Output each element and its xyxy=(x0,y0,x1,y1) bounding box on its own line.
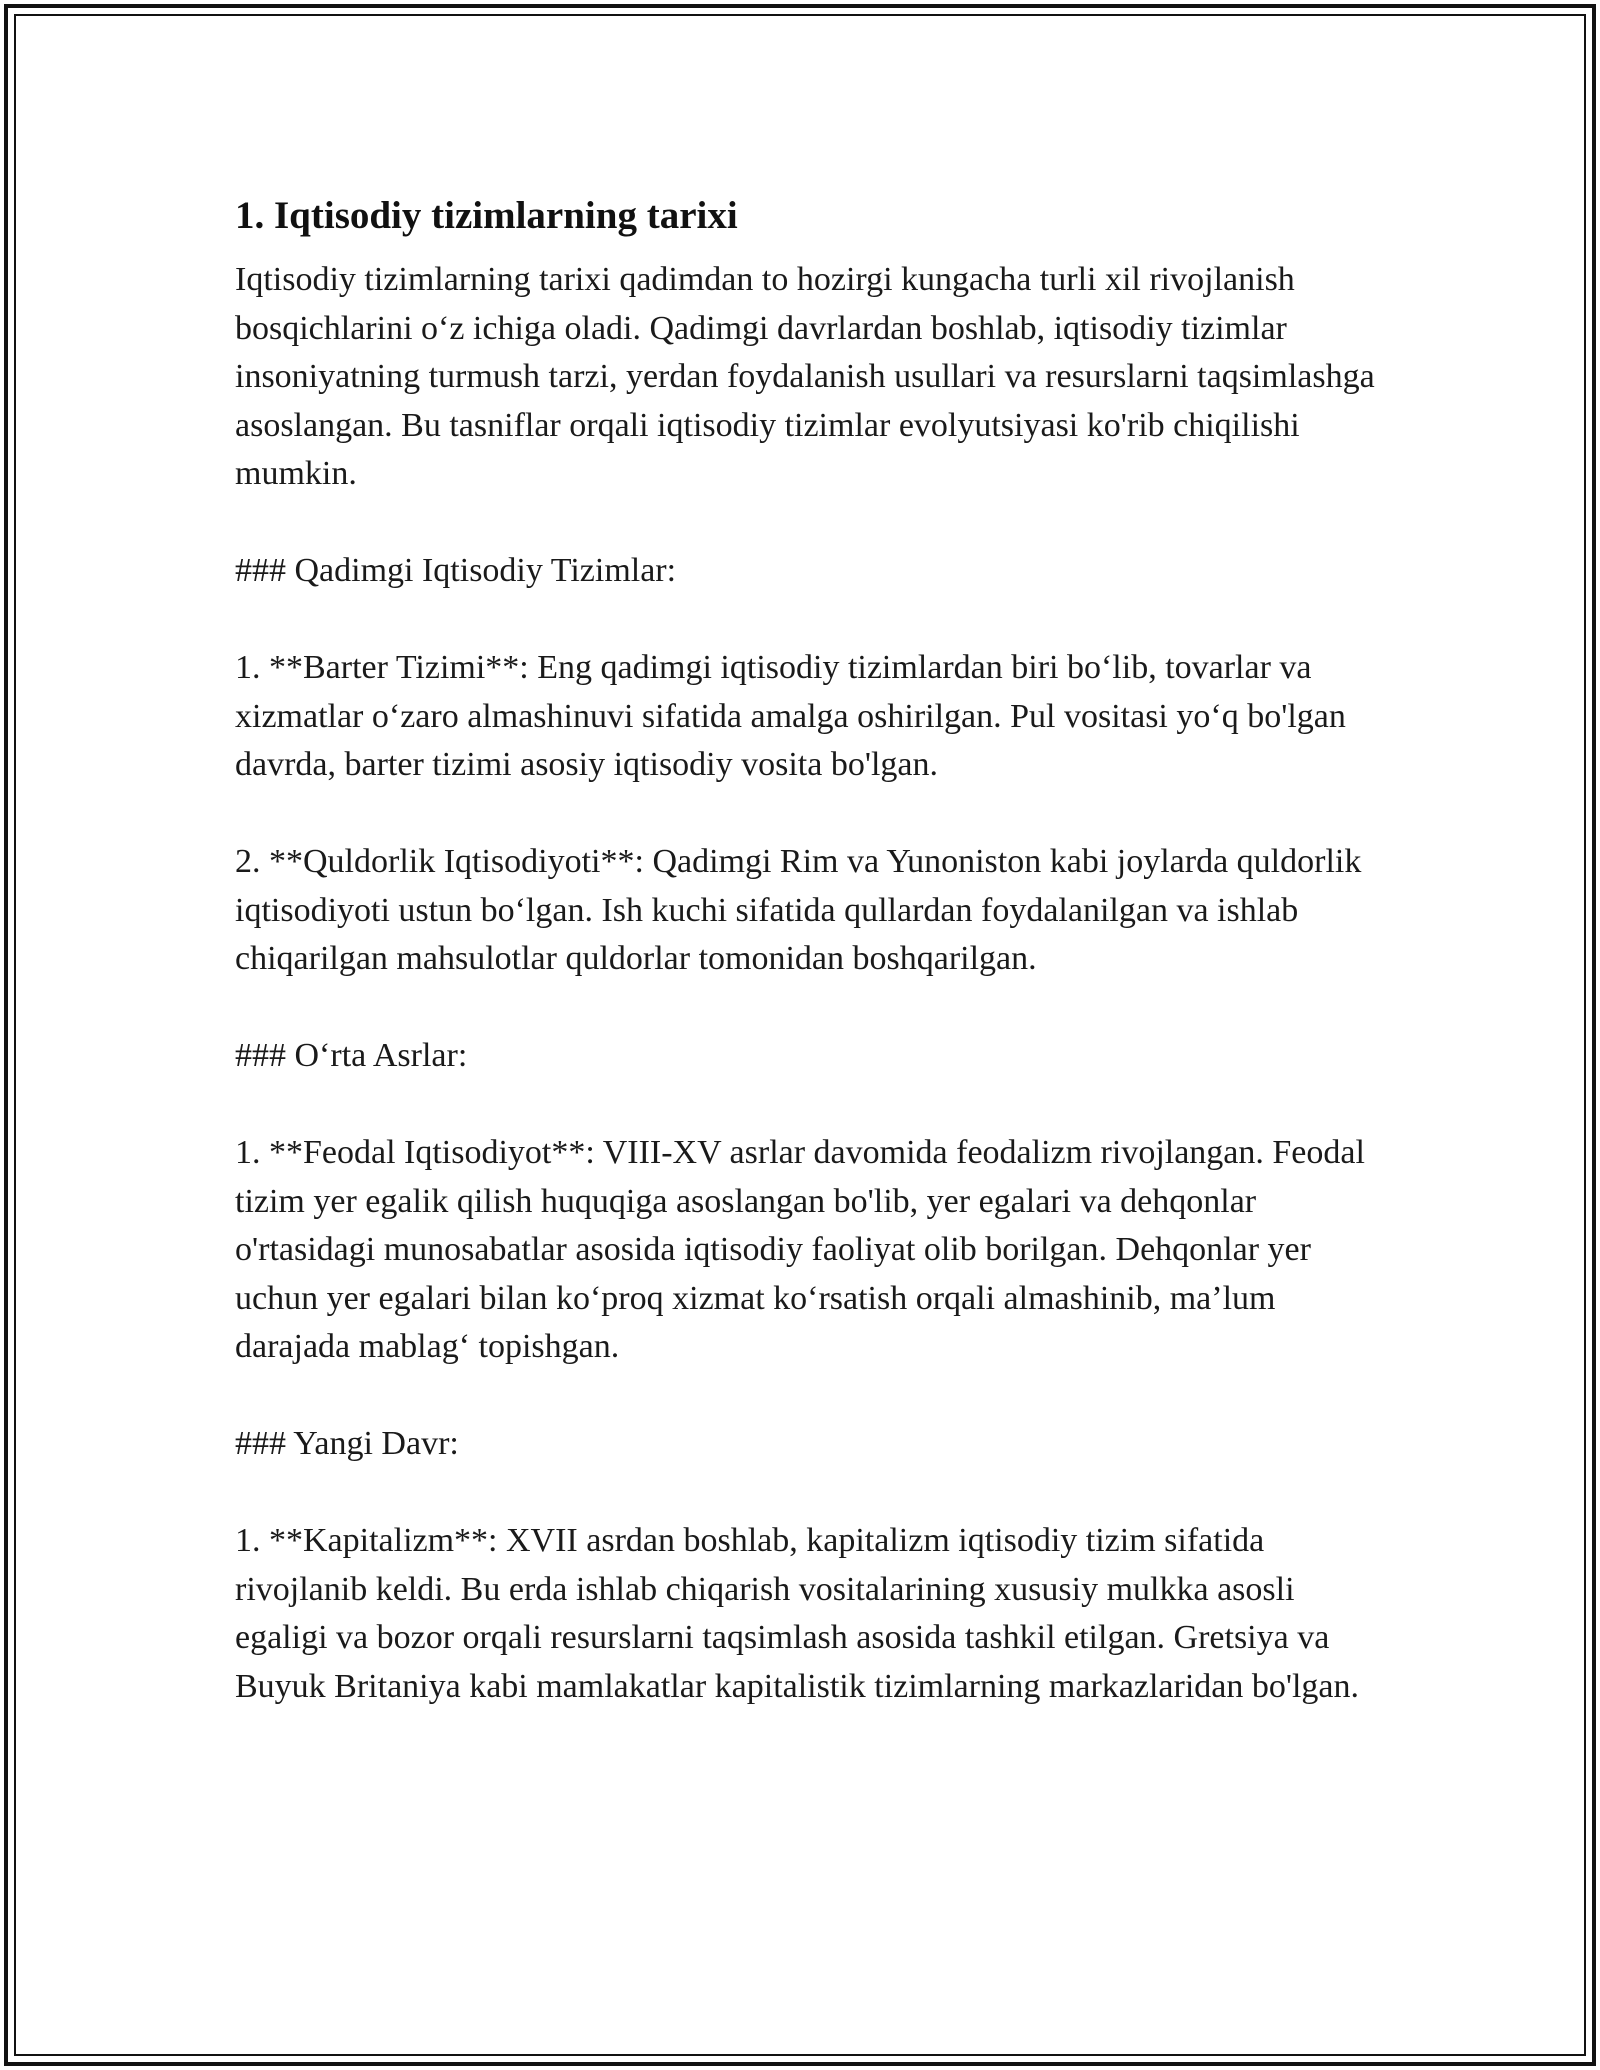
section-heading-new-era: ### Yangi Davr: xyxy=(235,1425,459,1462)
section-heading-ancient: ### Qadimgi Iqtisodiy Tizimlar: xyxy=(235,552,677,589)
list-item-feudal: 1. **Feodal Iqtisodiyot**: VIII-XV asrlar davomida feodalizm rivojlangan. Feodal tizim yer egalik qilish huquqiga asoslangan bo'lib, yer egalari va dehqonlar o'rtasidagi munosabatlar asosida iqtisodiy faoliyat olib borilgan. Dehqonlar yer uchun yer egalari bilan ko‘proq xizmat ko‘rsatish orqali almashinib, ma’lum darajada mablag‘ topishgan. xyxy=(235,1134,1365,1365)
list-item-barter: 1. **Barter Tizimi**: Eng qadimgi iqtisodiy tizimlardan biri bo‘lib, tovarlar va xizmatlar o‘zaro almashinuvi sifatida amalga oshirilgan. Pul vositasi yo‘q bo'lgan davrda, barter tizimi asosiy iqtisodiy vosita bo'lgan. xyxy=(235,649,1346,783)
list-item-capitalism: 1. **Kapitalizm**: XVII asrdan boshlab, kapitalizm iqtisodiy tizim sifatida rivojlanib keldi. Bu erda ishlab chiqarish vositalarining xususiy mulkka asosli egaligi va bozor orqali resurslarni taqsimlash asosida tashkil etilgan. Gretsiya va Buyuk Britaniya kabi mamlakatlar kapitalistik tizimlarning markazlaridan bo'lgan. xyxy=(235,1522,1360,1705)
section-heading-middle-ages: ### O‘rta Asrlar: xyxy=(235,1037,468,1074)
document-page xyxy=(235,186,1385,1760)
intro-paragraph: Iqtisodiy tizimlarning tarixi qadimdan to hozirgi kungacha turli xil rivojlanish bosqichlarini o‘z ichiga oladi. Qadimgi davrlardan boshlab, iqtisodiy tizimlar insoniyatning turmush tarzi, yerdan foydalanish usullari va resurslarni taqsimlashga asoslangan. Bu tasniflar orqali iqtisodiy tizimlar evolyutsiyasi ko'rib chiqilishi mumkin. xyxy=(235,261,1375,492)
list-item-slavery: 2. **Quldorlik Iqtisodiyoti**: Qadimgi Rim va Yunoniston kabi joylarda quldorlik iqtisodiyoti ustun bo‘lgan. Ish kuchi sifatida qullardan foydalanilgan va ishlab chiqarilgan mahsulotlar quldorlar tomonidan boshqarilgan. xyxy=(235,843,1362,977)
document-title: 1. Iqtisodiy tizimlarning tarixi xyxy=(235,194,738,237)
